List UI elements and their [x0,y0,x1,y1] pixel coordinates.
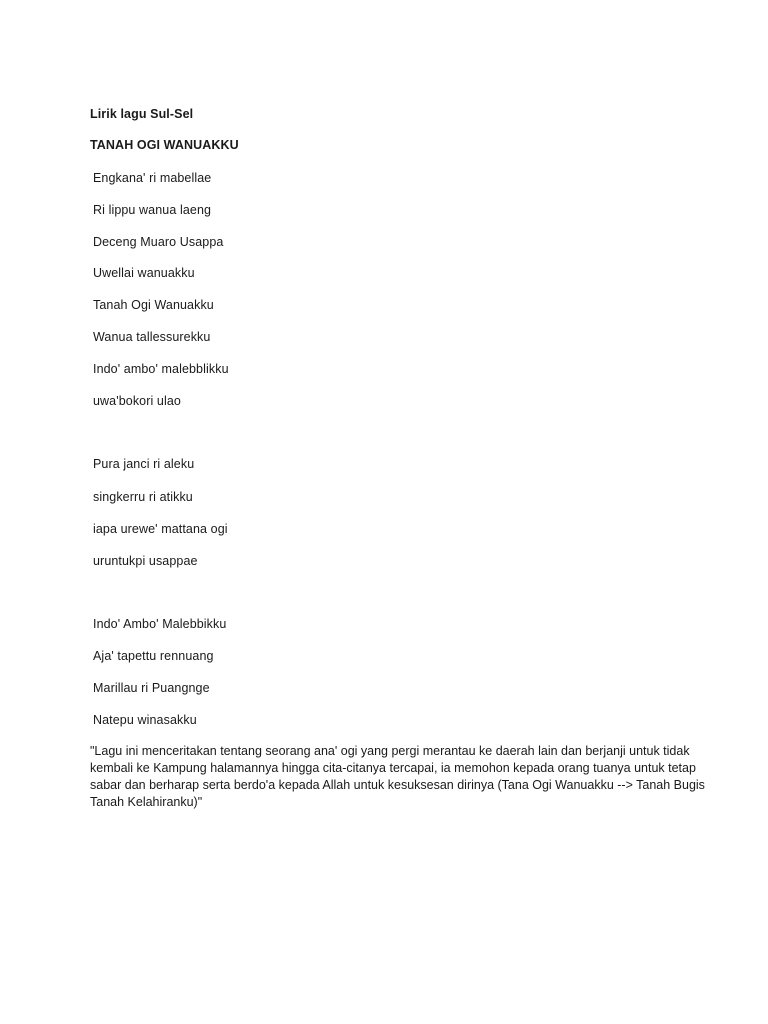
lyric-line: uruntukpi usappae [93,554,198,568]
lyric-line: Deceng Muaro Usappa [93,235,224,249]
lyric-line: Indo' Ambo' Malebbikku [93,617,227,631]
lyric-line: Tanah Ogi Wanuakku [93,298,214,312]
lyric-line: iapa urewe' mattana ogi [93,522,228,536]
lyric-line: Engkana' ri mabellae [93,171,212,185]
lyric-line: uwa'bokori ulao [93,394,181,408]
song-explanation: "Lagu ini menceritakan tentang seorang ana' ogi yang pergi merantau ke daerah lain dan berjanji untuk tidak kembali ke Kampung halamannya hingga cita-citanya tercapai, ia memohon kepada orang tuanya untuk tetap sabar dan berharap serta berdo'a kepada Allah untuk kesuksesan dirinya (Tana Ogi Wanuakku --> Tanah Bugis Tanah Kelahiranku)" [90,744,705,809]
lyric-line: Wanua tallessurekku [93,330,211,344]
lyric-line: Natepu winasakku [93,713,197,727]
lyric-line: Uwellai wanuakku [93,266,195,280]
lyric-line: singkerru ri atikku [93,490,193,504]
lyric-line: Pura janci ri aleku [93,457,195,471]
song-title: TANAH OGI WANUAKKU [90,138,239,152]
document-heading: Lirik lagu Sul-Sel [90,107,194,121]
lyric-line: Indo' ambo' malebblikku [93,362,229,376]
lyric-line: Ri lippu wanua laeng [93,203,212,217]
lyric-line: Marillau ri Puangnge [93,681,210,695]
lyric-line: Aja' tapettu rennuang [93,649,214,663]
